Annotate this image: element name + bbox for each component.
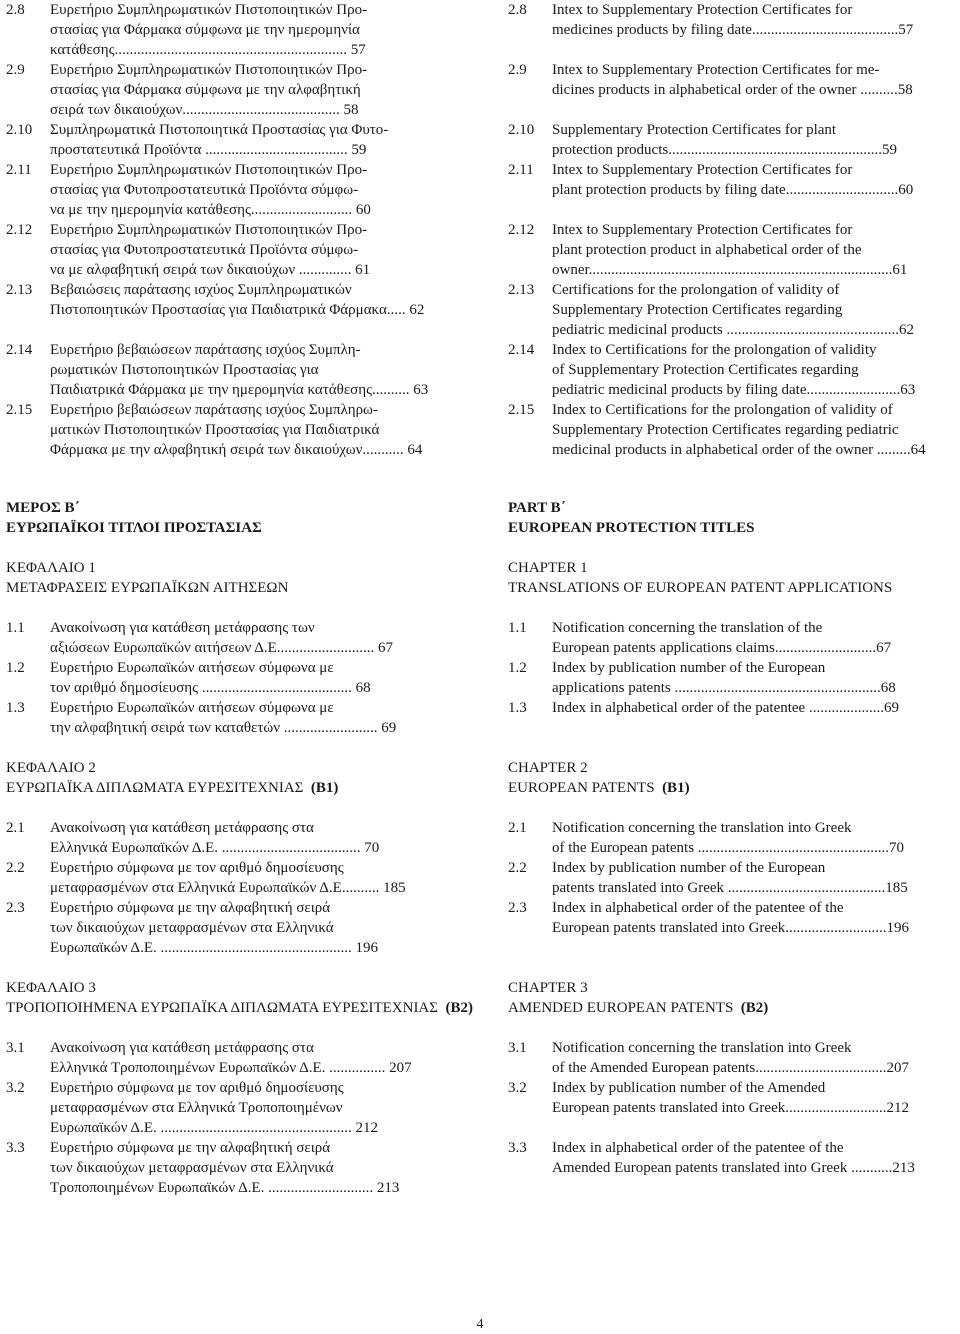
toc-entry-line: Ευρετήριο βεβαιώσεων παράτασης ισχύος Συμπλη- bbox=[50, 342, 361, 358]
toc-entry-line: Ευρετήριο Ευρωπαϊκών αιτήσεων σύμφωνα με bbox=[50, 700, 334, 716]
toc-entry-line: προστατευτικά Προϊόντα ...................................... 59 bbox=[50, 142, 367, 158]
toc-entry-number: 3.3 bbox=[6, 1140, 25, 1156]
toc-entry-line: Index by publication number of the European bbox=[552, 860, 826, 876]
toc-entry-line: applications patents .......................................................68 bbox=[552, 680, 896, 696]
part-title: ΕΥΡΩΠΑΪΚΟΙ ΤΙΤΛΟΙ ΠΡΟΣΤΑΣΙΑΣ bbox=[6, 520, 262, 536]
toc-entry-number: 2.9 bbox=[508, 62, 527, 78]
chapter-title bbox=[6, 998, 473, 1018]
toc-entry-line: Ευρετήριο σύμφωνα με την αλφαβητική σειρά bbox=[50, 900, 331, 916]
toc-entry-line: medicines products by filing date.......................................57 bbox=[552, 22, 914, 38]
chapter-title bbox=[508, 998, 960, 1018]
chapter-code: (B2) bbox=[740, 1000, 769, 1016]
toc-entry-line: Ελληνικά Τροποποιημένων Ευρωπαϊκών Δ.Ε. ............... 207 bbox=[50, 1060, 412, 1076]
toc-entry-line: ρωματικών Πιστοποιητικών Προστασίας για bbox=[50, 362, 319, 378]
toc-entry-line: Συμπληρωματικά Πιστοποιητικά Προστασίας για Φυτο- bbox=[50, 122, 389, 138]
toc-entry-line: plant protection product in alphabetical order of the bbox=[552, 242, 862, 258]
toc-entry-number: 2.12 bbox=[6, 222, 33, 238]
toc-entry-line: Ευρετήριο Ευρωπαϊκών αιτήσεων σύμφωνα με bbox=[50, 660, 334, 676]
toc-entry-line: Βεβαιώσεις παράτασης ισχύος Συμπληρωματικών bbox=[50, 282, 352, 298]
toc-entry-number: 2.11 bbox=[6, 162, 32, 178]
toc-entry-number: 3.2 bbox=[6, 1080, 25, 1096]
toc-entry-number: 2.3 bbox=[6, 900, 25, 916]
chapter-label: CHAPTER 1 bbox=[508, 560, 588, 576]
chapter-title-text: ΕΥΡΩΠΑΪΚΑ ΔΙΠΛΩΜΑΤΑ ΕΥΡΕΣΙΤΕΧΝΙΑΣ bbox=[6, 780, 304, 796]
toc-entry-number: 2.13 bbox=[6, 282, 33, 298]
toc-entry-line: μεταφρασμένων στα Ελληνικά Τροποποιημένων bbox=[50, 1100, 343, 1116]
toc-entry-line: των δικαιούχων μεταφρασμένων στα Ελληνικά bbox=[50, 1160, 334, 1176]
toc-entry-line: Supplementary Protection Certificates regarding pediatric bbox=[552, 422, 899, 438]
toc-entry-line: Index in alphabetical order of the patentee of the bbox=[552, 900, 844, 916]
toc-entry-line: dicines products in alphabetical order of the owner ..........58 bbox=[552, 82, 913, 98]
toc-entry-line: Ευρετήριο σύμφωνα με την αλφαβητική σειρά bbox=[50, 1140, 331, 1156]
toc-entry-number: 3.3 bbox=[508, 1140, 527, 1156]
toc-entry-number: 2.2 bbox=[508, 860, 527, 876]
toc-entry-number: 1.3 bbox=[6, 700, 25, 716]
toc-entry-line: Index by publication number of the Amended bbox=[552, 1080, 826, 1096]
toc-entry-line: Supplementary Protection Certificates regarding bbox=[552, 302, 843, 318]
chapter-title-text: ΜΕΤΑΦΡΑΣΕΙΣ ΕΥΡΩΠΑΪΚΩΝ ΑΙΤΗΣΕΩΝ bbox=[6, 580, 289, 596]
toc-entry-line: Ευρετήριο Συμπληρωματικών Πιστοποιητικών Προ- bbox=[50, 62, 368, 78]
toc-entry-line: Ευρετήριο βεβαιώσεων παράτασης ισχύος Συμπληρω- bbox=[50, 402, 378, 418]
toc-entry-line: Φάρμακα με την αλφαβητική σειρά των δικαιούχων........... 64 bbox=[50, 442, 423, 458]
part-title: EUROPEAN PROTECTION TITLES bbox=[508, 520, 755, 536]
chapter-title bbox=[508, 778, 960, 798]
toc-entry-line: Παιδιατρικά Φάρμακα με την ημερομηνία κατάθεσης.......... 63 bbox=[50, 382, 429, 398]
toc-entry-line: of Supplementary Protection Certificates regarding bbox=[552, 362, 859, 378]
toc-entry-line: Ανακοίνωση για κατάθεση μετάφρασης στα bbox=[50, 1040, 314, 1056]
toc-entry-number: 2.13 bbox=[508, 282, 535, 298]
toc-entry-line: Ευρωπαϊκών Δ.Ε. ................................................... 212 bbox=[50, 1120, 378, 1136]
toc-entry-line: Intex to Supplementary Protection Certificates for bbox=[552, 222, 853, 238]
toc-entry-number: 2.10 bbox=[508, 122, 535, 138]
toc-entry-line: Certifications for the prolongation of validity of bbox=[552, 282, 840, 298]
chapter-title-text: TRANSLATIONS OF EUROPEAN PATENT APPLICATIONS bbox=[508, 580, 893, 596]
chapter-code: (Β1) bbox=[310, 780, 339, 796]
toc-entry-number: 2.9 bbox=[6, 62, 25, 78]
chapter-title bbox=[6, 778, 460, 798]
toc-entry-line: Index to Certifications for the prolongation of validity bbox=[552, 342, 877, 358]
toc-entry-line: Intex to Supplementary Protection Certificates for bbox=[552, 2, 853, 18]
toc-entry-line: στασίας για Φάρμακα σύμφωνα με την αλφαβητική bbox=[50, 82, 361, 98]
toc-entry-line: European patents translated into Greek...........................212 bbox=[552, 1100, 909, 1116]
toc-entry-number: 1.2 bbox=[6, 660, 25, 676]
chapter-code: (Β2) bbox=[445, 1000, 473, 1016]
toc-entry-number: 3.1 bbox=[6, 1040, 25, 1056]
toc-entry-line: Notification concerning the translation of the bbox=[552, 620, 823, 636]
toc-entry-number: 1.1 bbox=[508, 620, 527, 636]
toc-entry-line: των δικαιούχων μεταφρασμένων στα Ελληνικά bbox=[50, 920, 334, 936]
toc-entry-number: 2.12 bbox=[508, 222, 535, 238]
toc-entry-line: European patents translated into Greek...........................196 bbox=[552, 920, 909, 936]
chapter-title-text: AMENDED EUROPEAN PATENTS bbox=[508, 1000, 734, 1016]
toc-entry-line: Index in alphabetical order of the patentee of the bbox=[552, 1140, 844, 1156]
toc-entry-number: 1.2 bbox=[508, 660, 527, 676]
toc-entry-line: owner.................................................................................61 bbox=[552, 262, 908, 278]
toc-entry-line: Τροποποιημένων Ευρωπαϊκών Δ.Ε. ............................ 213 bbox=[50, 1180, 400, 1196]
toc-entry-number: 2.3 bbox=[508, 900, 527, 916]
toc-entry-number: 3.1 bbox=[508, 1040, 527, 1056]
toc-entry-line: Ανακοίνωση για κατάθεση μετάφρασης των bbox=[50, 620, 315, 636]
toc-entry-line: κατάθεσης.............................................................. 57 bbox=[50, 42, 366, 58]
toc-entry-number: 3.2 bbox=[508, 1080, 527, 1096]
chapter-title bbox=[508, 578, 960, 598]
toc-entry-line: Ευρετήριο Συμπληρωματικών Πιστοποιητικών Προ- bbox=[50, 162, 368, 178]
toc-entry-number: 2.1 bbox=[6, 820, 25, 836]
chapter-code: (B1) bbox=[662, 780, 690, 796]
toc-entry-number: 2.15 bbox=[6, 402, 33, 418]
toc-entry-line: στασίας για Φυτοπροστατευτικά Προϊόντα σύμφω- bbox=[50, 242, 359, 258]
toc-entry-line: patents translated into Greek ..........................................185 bbox=[552, 880, 908, 896]
toc-entry-line: medicinal products in alphabetical order of the owner .........64 bbox=[552, 442, 926, 458]
toc-entry-line: Intex to Supplementary Protection Certificates for me- bbox=[552, 62, 880, 78]
chapter-title bbox=[6, 578, 460, 598]
toc-entry-line: Πιστοποιητικών Προστασίας για Παιδιατρικά Φάρμακα..... 62 bbox=[50, 302, 425, 318]
toc-entry-number: 2.14 bbox=[508, 342, 535, 358]
toc-entry-line: ματικών Πιστοποιητικών Προστασίας για Παιδιατρικά bbox=[50, 422, 380, 438]
toc-entry-line: pediatric medicinal products ..............................................62 bbox=[552, 322, 915, 338]
chapter-label: CHAPTER 3 bbox=[508, 980, 588, 996]
toc-entry-line: Supplementary Protection Certificates for plant bbox=[552, 122, 837, 138]
part-label: ΜΕΡΟΣ Β΄ bbox=[6, 500, 80, 516]
toc-entry-line: Ευρετήριο Συμπληρωματικών Πιστοποιητικών Προ- bbox=[50, 222, 368, 238]
toc-entry-number: 2.8 bbox=[6, 2, 25, 18]
toc-entry-number: 1.3 bbox=[508, 700, 527, 716]
chapter-title-text: EUROPEAN PATENTS bbox=[508, 780, 655, 796]
part-label: PART Β΄ bbox=[508, 500, 566, 516]
chapter-label: ΚΕΦΑΛΑΙΟ 3 bbox=[6, 980, 96, 996]
toc-entry-line: of the Amended European patents...................................207 bbox=[552, 1060, 910, 1076]
toc-entry-line: Notification concerning the translation into Greek bbox=[552, 1040, 852, 1056]
toc-entry-number: 1.1 bbox=[6, 620, 25, 636]
toc-entry-line: Ευρετήριο Συμπληρωματικών Πιστοποιητικών Προ- bbox=[50, 2, 368, 18]
toc-entry-line: να με αλφαβητική σειρά των δικαιούχων .............. 61 bbox=[50, 262, 371, 278]
toc-entry-line: of the European patents ...................................................70 bbox=[552, 840, 905, 856]
toc-entry-line: Notification concerning the translation into Greek bbox=[552, 820, 852, 836]
toc-entry-line: plant protection products by filing date..............................60 bbox=[552, 182, 914, 198]
page-number: 4 bbox=[476, 1317, 484, 1332]
toc-entry-line: Ευρωπαϊκών Δ.Ε. ................................................... 196 bbox=[50, 940, 378, 956]
toc-entry-line: σειρά των δικαιούχων.......................................... 58 bbox=[50, 102, 359, 118]
toc-entry-number: 2.1 bbox=[508, 820, 527, 836]
toc-entry-line: Amended European patents translated into Greek ...........213 bbox=[552, 1160, 915, 1176]
toc-entry-number: 2.14 bbox=[6, 342, 33, 358]
toc-entry-number: 2.10 bbox=[6, 122, 33, 138]
toc-entry-line: Intex to Supplementary Protection Certificates for bbox=[552, 162, 853, 178]
chapter-title-text: ΤΡΟΠΟΠΟΙΗΜΕΝΑ ΕΥΡΩΠΑΪΚΑ ΔΙΠΛΩΜΑΤΑ ΕΥΡΕΣΙΤΕΧΝΙΑΣ bbox=[6, 1000, 438, 1016]
toc-entry-line: protection products.........................................................59 bbox=[552, 142, 897, 158]
toc-entry-line: Ανακοίνωση για κατάθεση μετάφρασης στα bbox=[50, 820, 314, 836]
toc-entry-line: Index to Certifications for the prolongation of validity of bbox=[552, 402, 893, 418]
toc-entry-line: European patents applications claims...........................67 bbox=[552, 640, 892, 656]
toc-entry-number: 2.15 bbox=[508, 402, 535, 418]
chapter-label: ΚΕΦΑΛΑΙΟ 2 bbox=[6, 760, 96, 776]
toc-entry-number: 2.8 bbox=[508, 2, 527, 18]
toc-entry-line: Ελληνικά Ευρωπαϊκών Δ.Ε. ..................................... 70 bbox=[50, 840, 380, 856]
chapter-label: CHAPTER 2 bbox=[508, 760, 588, 776]
toc-entry-line: Ευρετήριο σύμφωνα με τον αριθμό δημοσίευσης bbox=[50, 1080, 344, 1096]
toc-entry-line: να με την ημερομηνία κατάθεσης........................... 60 bbox=[50, 202, 371, 218]
toc-entry-line: pediatric medicinal products by filing date.........................63 bbox=[552, 382, 916, 398]
toc-entry-line: στασίας για Φυτοπροστατευτικά Προϊόντα σύμφω- bbox=[50, 182, 359, 198]
toc-entry-number: 2.2 bbox=[6, 860, 25, 876]
toc-entry-line: την αλφαβητική σειρά των καταθετών ......................... 69 bbox=[50, 720, 397, 736]
toc-entry-line: μεταφρασμένων στα Ελληνικά Ευρωπαϊκών Δ.Ε.......... 185 bbox=[50, 880, 406, 896]
toc-entry-line: Ευρετήριο σύμφωνα με τον αριθμό δημοσίευσης bbox=[50, 860, 344, 876]
toc-entry-line: Index by publication number of the European bbox=[552, 660, 826, 676]
toc-entry-line: αξιώσεων Ευρωπαϊκών αιτήσεων Δ.Ε.......................... 67 bbox=[50, 640, 394, 656]
toc-entry-line: Index in alphabetical order of the patentee ....................69 bbox=[552, 700, 899, 716]
toc-entry-line: στασίας για Φάρμακα σύμφωνα με την ημερομηνία bbox=[50, 22, 360, 38]
toc-entry-line: τον αριθμό δημοσίευσης ........................................ 68 bbox=[50, 680, 371, 696]
toc-entry-number: 2.11 bbox=[508, 162, 534, 178]
chapter-label: ΚΕΦΑΛΑΙΟ 1 bbox=[6, 560, 96, 576]
